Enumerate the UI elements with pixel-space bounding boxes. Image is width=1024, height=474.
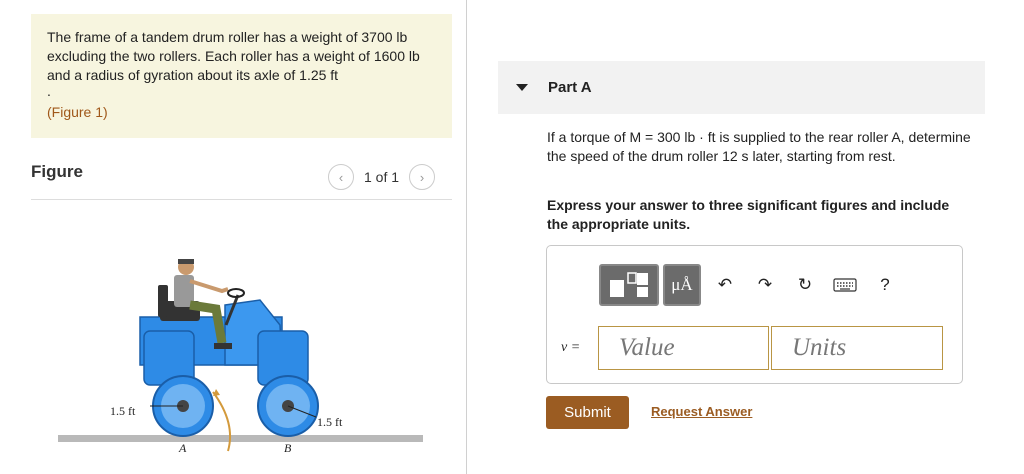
problem-statement	[31, 14, 452, 138]
question-text: If a torque of M = 300 lb · ft is supplied to the rear roller A, determine the speed of the drum roller 12 s later, starting from rest.	[547, 129, 971, 164]
answer-instructions: Express your answer to three significant figures and include the appropriate units.	[547, 197, 950, 232]
keyboard-glyph	[833, 278, 857, 292]
left-radius-label: 1.5 ft	[110, 404, 136, 418]
caret-down-icon[interactable]	[516, 84, 528, 91]
figure-title: Figure	[31, 162, 83, 181]
column-divider	[466, 0, 467, 474]
redo-icon[interactable]: ↷	[757, 275, 773, 294]
roller-a-label: A	[179, 441, 187, 455]
driver-shoe	[214, 343, 232, 349]
seat-back	[158, 285, 168, 317]
steering-wheel	[228, 289, 244, 297]
value-input[interactable]: Value	[598, 326, 769, 370]
fraction-template-icon[interactable]	[599, 264, 659, 306]
ground	[58, 435, 423, 442]
keyboard-icon[interactable]	[825, 264, 865, 306]
problem-text: The frame of a tandem drum roller has a weight of 3700 lb excluding the two rollers. Each roller has a weight of 1600 lb and a radius of gyration about its axle of 1.25 ft	[47, 29, 420, 83]
torque-arrow	[213, 392, 230, 451]
part-a-header[interactable]	[498, 61, 985, 114]
driver-hair	[178, 259, 194, 264]
chevron-right-icon[interactable]: ›	[409, 164, 435, 190]
chevron-left-icon[interactable]: ‹	[328, 164, 354, 190]
request-answer-link[interactable]: Request Answer	[651, 404, 753, 419]
submit-button[interactable]: Submit	[546, 396, 629, 429]
variable-label: v =	[561, 340, 581, 355]
template-glyph	[607, 271, 651, 299]
math-toolbar	[599, 264, 905, 306]
problem-dot: .	[47, 83, 51, 99]
units-input[interactable]: Units	[771, 326, 943, 370]
figure-pager	[328, 163, 435, 191]
drum-roller-figure	[40, 245, 440, 474]
answer-box	[546, 245, 963, 384]
right-radius-label: 1.5 ft	[317, 415, 343, 429]
figure-divider	[31, 199, 452, 200]
figure-link[interactable]: (Figure 1)	[47, 104, 108, 120]
pager-text: 1 of 1	[364, 169, 400, 185]
reset-icon[interactable]: ↻	[797, 275, 813, 294]
undo-icon[interactable]: ↶	[717, 275, 733, 294]
driver-arm	[190, 281, 228, 291]
part-label: Part A	[548, 79, 592, 96]
units-button[interactable]: μÅ	[663, 264, 701, 306]
help-button[interactable]: ?	[880, 275, 890, 294]
roller-b-label: B	[284, 441, 292, 455]
